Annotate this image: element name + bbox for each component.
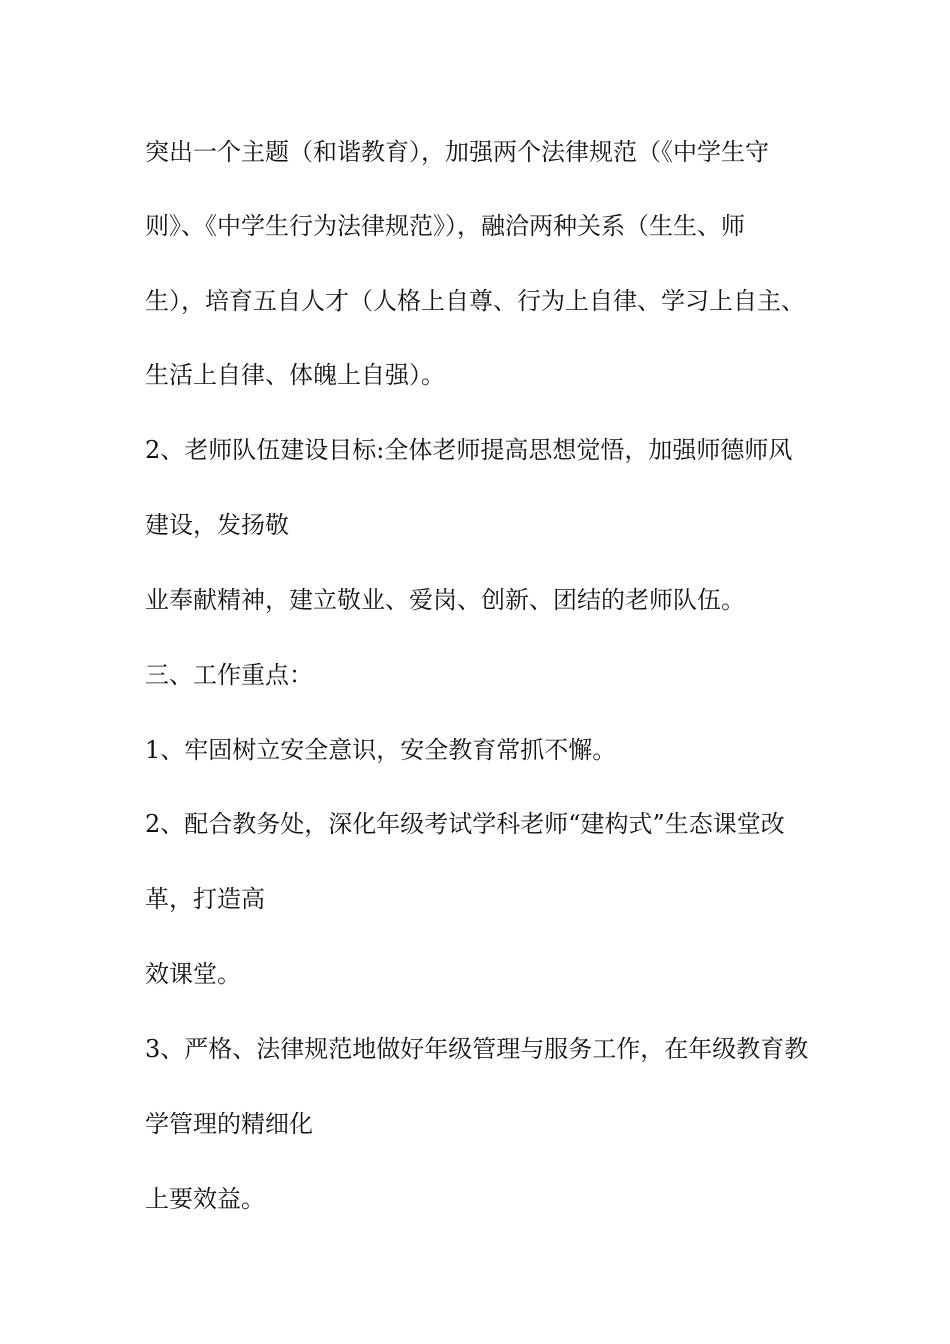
text-line: 3、严格、法律规范地做好年级管理与服务工作，在年级教育教 — [145, 1035, 809, 1063]
text-line: 学管理的精细化 — [145, 1110, 313, 1138]
text-line: 突出一个主题（和谐教育），加强两个法律规范（《中学生守 — [145, 138, 769, 166]
text-line: 上要效益。 — [145, 1185, 265, 1213]
text-line: 建设，发扬敬 — [145, 511, 289, 539]
text-line: 业奉献精神，建立敬业、爱岗、创新、团结的老师队伍。 — [145, 586, 745, 614]
text-line: 效课堂。 — [145, 960, 241, 988]
section-heading: 三、工作重点： — [145, 661, 313, 689]
text-line: 2、配合教务处，深化年级考试学科老师“建构式”生态课堂改 — [145, 810, 785, 838]
text-line: 1、牢固树立安全意识，安全教育常抓不懈。 — [145, 736, 617, 764]
text-line: 生活上自律、体魄上自强）。 — [145, 361, 445, 389]
text-line: 生），培育五自人才（人格上自尊、行为上自律、学习上自主、 — [145, 287, 805, 315]
text-line: 则》、《中学生行为法律规范》），融洽两种关系（生生、师 — [145, 212, 745, 240]
text-line: 革，打造高 — [145, 885, 265, 913]
text-line: 2、老师队伍建设目标:全体老师提高思想觉悟，加强师德师风 — [145, 436, 793, 464]
